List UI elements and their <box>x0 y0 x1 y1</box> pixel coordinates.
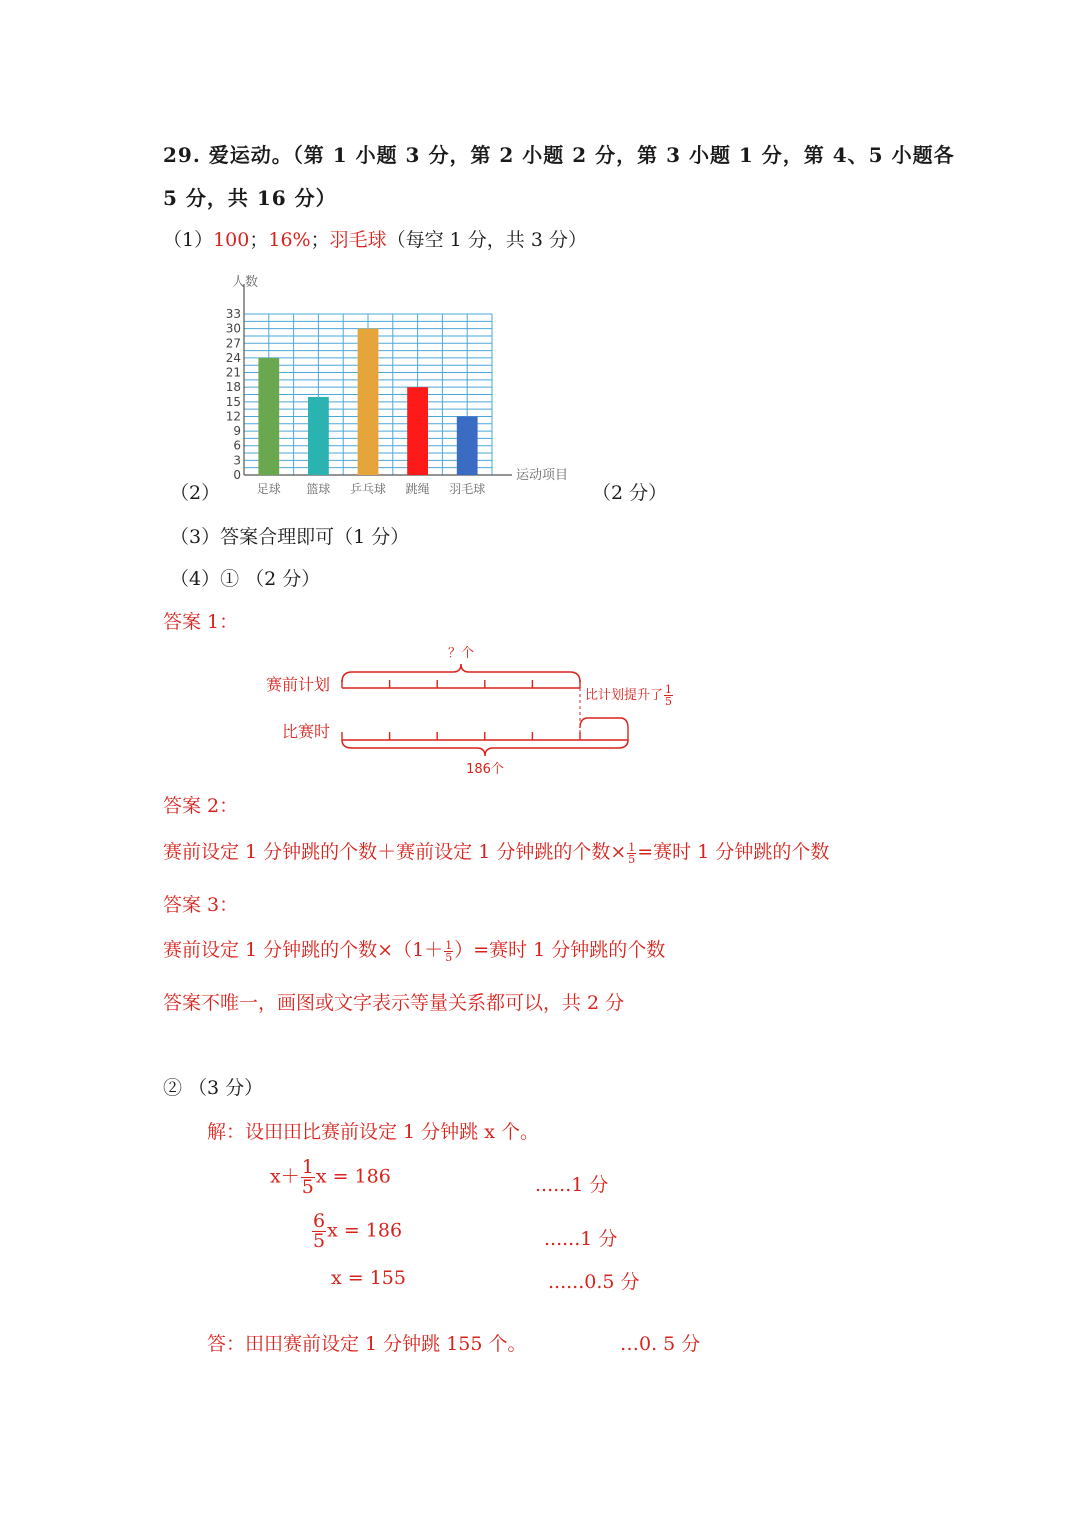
x-tick-label: 篮球 <box>306 482 331 496</box>
part1-answer-3: 羽毛球 <box>329 229 387 251</box>
diagram-bottom-brace <box>342 740 628 756</box>
x-tick-label: 羽毛球 <box>449 482 486 496</box>
y-tick-label: 6 <box>233 438 241 453</box>
x-tick-label: 乒乓球 <box>349 482 387 496</box>
answer3-frac-numerator: 1 <box>445 938 453 952</box>
segment-diagram <box>250 640 700 780</box>
diagram-row1-label: 赛前计划 <box>265 675 330 694</box>
part1-note: （每空 1 分，共 3 分） <box>386 229 587 251</box>
diagram-frac-denominator: 5 <box>665 695 673 708</box>
answer-note: 答案不唯一，画图或文字表示等量关系都可以，共 2 分 <box>163 992 625 1014</box>
diagram-row2-label: 比赛时 <box>281 722 330 741</box>
part1-line <box>163 225 587 252</box>
equation-2-numerator: 6 <box>313 1210 326 1232</box>
answer1-label: 答案 1： <box>163 611 239 633</box>
bar-羽毛球 <box>457 416 478 475</box>
answer3-text-b: ）=赛时 1 分钟跳的个数 <box>454 939 666 961</box>
question-title-line1: 29. 爱运动。（第 1 小题 3 分，第 2 小题 2 分，第 3 小题 1 分，第 4、5 小题各 <box>163 143 955 167</box>
y-tick-label: 21 <box>225 365 241 380</box>
part2-score: （2 分） <box>592 482 668 504</box>
diagram-frac-numerator: 1 <box>665 683 673 696</box>
y-tick-label: 12 <box>225 409 241 424</box>
part2-prefix: （2） <box>170 482 221 504</box>
solution-intro: 解：设田田比赛前设定 1 分钟跳 x 个。 <box>207 1121 539 1143</box>
y-tick-label: 30 <box>225 321 241 336</box>
equation-1-denominator: 5 <box>301 1176 314 1198</box>
x-axis-label: 运动项目 <box>516 468 569 483</box>
part1-sep-1: ； <box>249 229 269 251</box>
diagram-bottom-label: 186个 <box>466 762 504 777</box>
part4-text: （4）① （2 分） <box>170 568 321 590</box>
diagram-top-label: ？个 <box>447 646 475 661</box>
part1-answer-2: 16% <box>268 229 311 251</box>
equation-1 <box>270 1158 391 1197</box>
bar-篮球 <box>308 397 329 475</box>
part4-2-text: ② （3 分） <box>163 1077 264 1099</box>
part1-sep-2: ； <box>310 229 330 251</box>
answer2-text-b: =赛时 1 分钟跳的个数 <box>637 841 830 863</box>
equation-1-score: ......1 分 <box>535 1174 609 1196</box>
x-tick-label: 足球 <box>256 482 281 496</box>
y-tick-label: 27 <box>225 336 241 351</box>
equation-3: x = 155 <box>331 1267 406 1289</box>
diagram-extra-brace <box>580 718 628 728</box>
y-axis-label: 人数 <box>232 275 259 290</box>
part1-answer-1: 100 <box>213 229 250 251</box>
y-tick-label: 0 <box>233 468 241 482</box>
diagram-top-brace <box>342 664 580 682</box>
diagram-side-text: 比计划提升了 <box>585 688 664 703</box>
y-tick-label: 9 <box>233 424 241 439</box>
answer2-frac-numerator: 1 <box>628 840 636 854</box>
diagram-side-label <box>585 684 674 707</box>
bar-足球 <box>258 358 279 475</box>
equation-1-a: x＋ <box>270 1165 300 1188</box>
bar-乒乓球 <box>358 329 379 475</box>
answer2-frac-denominator: 5 <box>628 852 636 866</box>
y-tick-label: 3 <box>233 453 241 468</box>
equation-1-numerator: 1 <box>301 1156 314 1178</box>
bar-跳绳 <box>407 387 428 475</box>
answer3-label: 答案 3： <box>163 894 239 916</box>
bar-chart <box>220 268 590 503</box>
equation-2-score: ......1 分 <box>544 1228 618 1250</box>
y-tick-label: 15 <box>225 394 241 409</box>
equation-3-score: ......0.5 分 <box>548 1271 640 1293</box>
solution-answer-score: …0. 5 分 <box>620 1333 701 1355</box>
equation-2-denominator: 5 <box>313 1230 326 1252</box>
answer3-text-a: 赛前设定 1 分钟跳的个数×（1＋ <box>163 939 444 961</box>
answer2-text-a: 赛前设定 1 分钟跳的个数＋赛前设定 1 分钟跳的个数× <box>163 841 627 863</box>
y-tick-label: 33 <box>225 307 241 321</box>
equation-2 <box>311 1212 402 1251</box>
y-tick-label: 18 <box>225 380 241 395</box>
answer3-text <box>163 935 665 963</box>
answer2-text <box>163 837 829 865</box>
answer3-frac-denominator: 5 <box>445 950 453 964</box>
x-tick-label: 跳绳 <box>405 482 430 496</box>
part1-prefix: （1） <box>163 229 214 251</box>
part3-text: （3）答案合理即可（1 分） <box>170 526 410 548</box>
y-tick-label: 24 <box>225 350 241 365</box>
equation-1-b: x = 186 <box>315 1165 391 1188</box>
question-title-line2: 5 分，共 16 分） <box>163 186 337 210</box>
equation-2-b: x = 186 <box>327 1219 403 1242</box>
answer2-label: 答案 2： <box>163 795 239 817</box>
solution-answer: 答：田田赛前设定 1 分钟跳 155 个。 <box>207 1333 527 1355</box>
